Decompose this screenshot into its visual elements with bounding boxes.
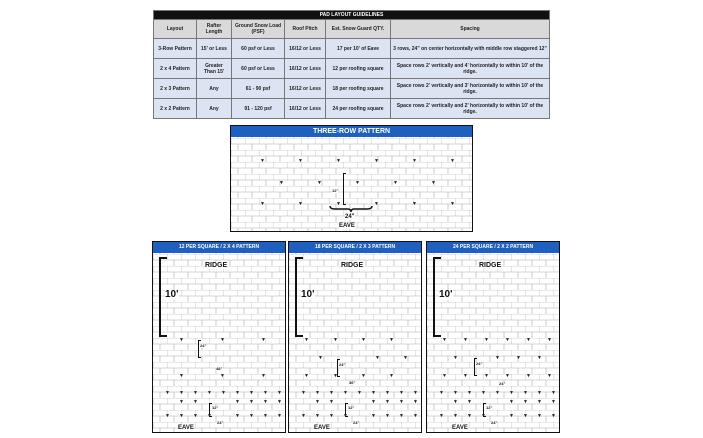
snow-guard-marker: ▼ xyxy=(315,399,320,405)
snow-guard-marker: ▼ xyxy=(389,373,394,379)
table-row xyxy=(154,39,550,59)
col-header-snow-load: Ground Snow Load (PSF) xyxy=(232,20,285,39)
snow-guard-marker: ▼ xyxy=(399,390,404,396)
snow-guard-marker: ▼ xyxy=(403,355,408,361)
snow-guard-marker: ▼ xyxy=(249,413,254,419)
col-header-pitch: Roof Pitch xyxy=(285,20,326,39)
snow-guard-marker: ▼ xyxy=(361,337,366,343)
col-header-layout: Layout xyxy=(154,20,197,39)
snow-guard-marker: ▼ xyxy=(249,390,254,396)
snow-guard-marker: ▼ xyxy=(357,390,362,396)
snow-guard-marker: ▼ xyxy=(179,390,184,396)
snow-guard-marker: ▼ xyxy=(279,180,284,186)
snow-guard-marker: ▼ xyxy=(207,390,212,396)
snow-guard-marker: ▼ xyxy=(304,337,309,343)
ridge-label: RIDGE xyxy=(341,262,364,269)
pattern-panel xyxy=(152,241,286,433)
table-cell: 12 per roofing square xyxy=(326,59,391,79)
row-spacing-label: 24" xyxy=(200,343,207,348)
snow-guard-marker: ▼ xyxy=(505,373,510,379)
snow-guard-marker: ▼ xyxy=(263,399,268,405)
snow-guard-marker: ▼ xyxy=(371,399,376,405)
table-cell: 2 x 4 Pattern xyxy=(154,59,197,79)
snow-guard-marker: ▼ xyxy=(235,390,240,396)
snow-guard-marker: ▼ xyxy=(165,413,170,419)
snow-guard-marker: ▼ xyxy=(315,390,320,396)
snow-guard-marker: ▼ xyxy=(467,399,472,405)
snow-guard-marker: ▼ xyxy=(336,201,341,207)
table-cell: 16/12 or Less xyxy=(285,39,326,59)
vertical-spacing-label: 12" xyxy=(332,188,339,193)
table-title: PAD LAYOUT GUIDELINES xyxy=(154,11,550,20)
table-cell: 17 per 10' of Eave xyxy=(326,39,391,59)
snow-guard-marker: ▼ xyxy=(431,180,436,186)
snow-guard-marker: ▼ xyxy=(547,373,552,379)
snow-guard-marker: ▼ xyxy=(523,413,528,419)
eave-label: EAVE xyxy=(178,425,194,431)
snow-guard-marker: ▼ xyxy=(453,390,458,396)
snow-guard-marker: ▼ xyxy=(523,399,528,405)
panel-title: 12 PER SQUARE / 2 X 4 PATTERN xyxy=(153,242,285,253)
snow-guard-marker: ▼ xyxy=(453,413,458,419)
snow-guard-marker: ▼ xyxy=(371,413,376,419)
col-header-qty: Est. Snow Guard QTY. xyxy=(326,20,391,39)
lower-col-spacing-label: 24" xyxy=(353,420,360,425)
snow-guard-marker: ▼ xyxy=(329,390,334,396)
snow-guard-marker: ▼ xyxy=(235,413,240,419)
col-header-rafter: Rafter Length xyxy=(197,20,232,39)
snow-guard-marker: ▼ xyxy=(333,337,338,343)
snow-guard-marker: ▼ xyxy=(317,180,322,186)
snow-guard-marker: ▼ xyxy=(509,390,514,396)
snow-guard-marker: ▼ xyxy=(537,390,542,396)
snow-guard-marker: ▼ xyxy=(165,390,170,396)
snow-guard-marker: ▼ xyxy=(481,390,486,396)
snow-guard-marker: ▼ xyxy=(385,399,390,405)
table-cell: 2 x 3 Pattern xyxy=(154,79,197,99)
pattern-panel xyxy=(426,241,560,433)
snow-guard-marker: ▼ xyxy=(450,201,455,207)
table-cell: Any xyxy=(197,79,232,99)
snow-guard-marker: ▼ xyxy=(193,399,198,405)
table-cell: 3 rows, 24" on center horizontally with middle row staggered 12" xyxy=(391,39,550,59)
snow-guard-marker: ▼ xyxy=(385,390,390,396)
snow-guard-marker: ▼ xyxy=(413,413,418,419)
col-spacing-label: 24" xyxy=(499,381,506,386)
snow-guard-marker: ▼ xyxy=(220,337,225,343)
snow-guard-marker: ▼ xyxy=(509,413,514,419)
row-spacing-label: 24" xyxy=(476,361,483,366)
table-row xyxy=(154,59,550,79)
snow-guard-marker: ▼ xyxy=(442,373,447,379)
ridge-label: RIDGE xyxy=(479,262,502,269)
table-row xyxy=(154,79,550,99)
table-cell: 16/12 or Less xyxy=(285,79,326,99)
snow-guard-marker: ▼ xyxy=(453,355,458,361)
snow-guard-marker: ▼ xyxy=(361,373,366,379)
table-cell: Space rows 2' vertically and 4' horizontally to within 10' of the ridge. xyxy=(391,59,550,79)
snow-guard-marker: ▼ xyxy=(263,413,268,419)
table-row xyxy=(154,99,550,119)
snow-guard-marker: ▼ xyxy=(389,337,394,343)
snow-guard-marker: ▼ xyxy=(207,413,212,419)
snow-guard-marker: ▼ xyxy=(551,390,556,396)
snow-guard-marker: ▼ xyxy=(523,390,528,396)
pad-layout-guidelines-table xyxy=(153,10,550,119)
snow-guard-marker: ▼ xyxy=(463,337,468,343)
snow-guard-marker: ▼ xyxy=(179,337,184,343)
ridge-distance-label: 10' xyxy=(301,289,315,300)
horizontal-spacing-label: 24" xyxy=(345,214,355,220)
snow-guard-marker: ▼ xyxy=(261,373,266,379)
snow-guard-marker: ▼ xyxy=(277,413,282,419)
pattern-panel xyxy=(288,241,422,433)
snow-guard-marker: ▼ xyxy=(301,413,306,419)
snow-guard-marker: ▼ xyxy=(343,390,348,396)
snow-guard-marker: ▼ xyxy=(179,399,184,405)
panel-title: 24 PER SQUARE / 2 X 2 PATTERN xyxy=(427,242,559,253)
col-spacing-label: 48" xyxy=(216,366,223,371)
snow-guard-marker: ▼ xyxy=(385,413,390,419)
snow-guard-marker: ▼ xyxy=(516,355,521,361)
snow-guard-marker: ▼ xyxy=(179,413,184,419)
table-cell: 16/12 or Less xyxy=(285,59,326,79)
snow-guard-marker: ▼ xyxy=(453,399,458,405)
lower-row-spacing-label: 12" xyxy=(212,405,219,410)
snow-guard-marker: ▼ xyxy=(329,399,334,405)
snow-guard-marker: ▼ xyxy=(526,373,531,379)
snow-guard-marker: ▼ xyxy=(412,158,417,164)
snow-guard-marker: ▼ xyxy=(439,413,444,419)
snow-guard-marker: ▼ xyxy=(463,373,468,379)
eave-label: EAVE xyxy=(452,425,468,431)
snow-guard-marker: ▼ xyxy=(467,390,472,396)
row-spacing-label: 24" xyxy=(339,362,346,367)
lower-col-spacing-label: 24" xyxy=(217,420,224,425)
lower-row-spacing-label: 12" xyxy=(486,405,493,410)
table-cell: 60 psf or Less xyxy=(232,59,285,79)
eave-label: EAVE xyxy=(314,425,330,431)
snow-guard-marker: ▼ xyxy=(193,413,198,419)
snow-guard-marker: ▼ xyxy=(551,399,556,405)
snow-guard-marker: ▼ xyxy=(375,355,380,361)
snow-guard-marker: ▼ xyxy=(249,399,254,405)
snow-guard-marker: ▼ xyxy=(413,390,418,396)
snow-guard-marker: ▼ xyxy=(260,201,265,207)
table-cell: Space rows 2' vertically and 3' horizontally to within 10' of the ridge. xyxy=(391,79,550,99)
snow-guard-marker: ▼ xyxy=(484,373,489,379)
table-cell: 16/12 or Less xyxy=(285,99,326,119)
snow-guard-marker: ▼ xyxy=(537,413,542,419)
lower-row-spacing-label: 12" xyxy=(348,405,355,410)
snow-guard-marker: ▼ xyxy=(298,201,303,207)
snow-guard-marker: ▼ xyxy=(220,373,225,379)
snow-guard-marker: ▼ xyxy=(547,337,552,343)
lower-col-spacing-label: 24" xyxy=(491,420,498,425)
table-cell: 3-Row Pattern xyxy=(154,39,197,59)
snow-guard-marker: ▼ xyxy=(484,337,489,343)
table-cell: 18 per roofing square xyxy=(326,79,391,99)
snow-guard-marker: ▼ xyxy=(336,158,341,164)
snow-guard-marker: ▼ xyxy=(495,355,500,361)
table-cell: 60 psf or Less xyxy=(232,39,285,59)
ridge-label: RIDGE xyxy=(205,262,228,269)
table-cell: 91 - 120 psf xyxy=(232,99,285,119)
three-row-title: THREE-ROW PATTERN xyxy=(231,126,472,137)
snow-guard-marker: ▼ xyxy=(495,390,500,396)
snow-guard-marker: ▼ xyxy=(374,201,379,207)
snow-guard-marker: ▼ xyxy=(318,355,323,361)
snow-guard-marker: ▼ xyxy=(179,373,184,379)
eave-label: EAVE xyxy=(339,223,355,229)
table-cell: Space rows 2' vertically and 2' horizontally to within 10' of the ridge. xyxy=(391,99,550,119)
snow-guard-marker: ▼ xyxy=(260,158,265,164)
snow-guard-marker: ▼ xyxy=(537,399,542,405)
snow-guard-marker: ▼ xyxy=(329,413,334,419)
snow-guard-marker: ▼ xyxy=(413,399,418,405)
snow-guard-marker: ▼ xyxy=(371,390,376,396)
table-cell: 61 - 90 psf xyxy=(232,79,285,99)
snow-guard-marker: ▼ xyxy=(277,390,282,396)
snow-guard-marker: ▼ xyxy=(374,158,379,164)
snow-guard-marker: ▼ xyxy=(343,413,348,419)
snow-guard-marker: ▼ xyxy=(467,413,472,419)
snow-guard-marker: ▼ xyxy=(442,337,447,343)
snow-guard-marker: ▼ xyxy=(537,355,542,361)
snow-guard-marker: ▼ xyxy=(526,337,531,343)
snow-guard-marker: ▼ xyxy=(505,337,510,343)
three-row-pattern-diagram xyxy=(230,125,473,232)
snow-guard-marker: ▼ xyxy=(439,390,444,396)
snow-guard-marker: ▼ xyxy=(301,390,306,396)
snow-guard-marker: ▼ xyxy=(263,390,268,396)
snow-guard-marker: ▼ xyxy=(261,337,266,343)
snow-guard-marker: ▼ xyxy=(277,399,282,405)
snow-guard-marker: ▼ xyxy=(304,373,309,379)
snow-guard-marker: ▼ xyxy=(412,201,417,207)
ridge-distance-label: 10' xyxy=(439,289,453,300)
snow-guard-marker: ▼ xyxy=(450,158,455,164)
ridge-distance-label: 10' xyxy=(165,289,179,300)
table-cell: 15' or Less xyxy=(197,39,232,59)
table-cell: 2 x 2 Pattern xyxy=(154,99,197,119)
snow-guard-marker: ▼ xyxy=(355,180,360,186)
snow-guard-marker: ▼ xyxy=(509,399,514,405)
snow-guard-marker: ▼ xyxy=(193,390,198,396)
snow-guard-marker: ▼ xyxy=(333,373,338,379)
snow-guard-marker: ▼ xyxy=(315,413,320,419)
table-cell: 24 per roofing square xyxy=(326,99,391,119)
snow-guard-marker: ▼ xyxy=(235,399,240,405)
vertical-bracket xyxy=(343,173,346,205)
table-cell: Greater Than 15' xyxy=(197,59,232,79)
snow-guard-marker: ▼ xyxy=(399,413,404,419)
snow-guard-marker: ▼ xyxy=(551,413,556,419)
snow-guard-marker: ▼ xyxy=(393,180,398,186)
snow-guard-marker: ▼ xyxy=(221,390,226,396)
snow-guard-marker: ▼ xyxy=(399,399,404,405)
snow-guard-marker: ▼ xyxy=(481,413,486,419)
col-header-spacing: Spacing xyxy=(391,20,550,39)
col-spacing-label: 36" xyxy=(349,380,356,385)
snow-guard-marker: ▼ xyxy=(298,158,303,164)
panel-title: 18 PER SQUARE / 2 X 3 PATTERN xyxy=(289,242,421,253)
table-cell: Any xyxy=(197,99,232,119)
